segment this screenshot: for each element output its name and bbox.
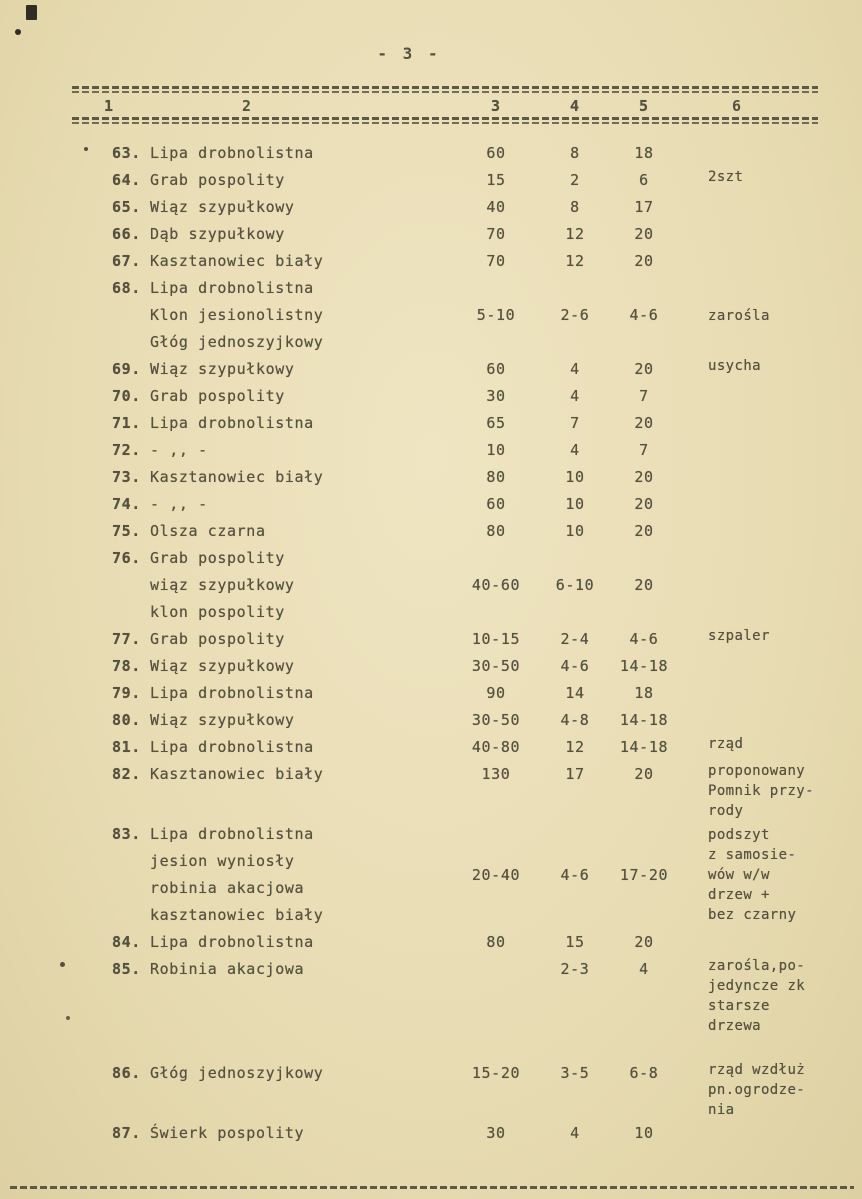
species-name <box>150 761 450 788</box>
remarks-line: Pomnik przy- <box>708 783 814 799</box>
row-number: 86. <box>112 1064 141 1082</box>
row-number: 79. <box>112 684 141 702</box>
species-name <box>150 383 450 410</box>
table-row <box>72 680 822 707</box>
column-header-4: 4 <box>569 97 581 115</box>
species-name <box>150 707 450 734</box>
col5-value: 7 <box>639 387 649 405</box>
species-name <box>150 821 450 929</box>
table-body <box>72 140 822 1147</box>
remarks <box>680 306 822 326</box>
species-name-line: Lipa drobnolistna <box>150 738 314 756</box>
species-name <box>150 194 450 221</box>
species-name-line: - ,, - <box>150 495 208 513</box>
col4-value: 14 <box>565 684 585 702</box>
species-name <box>150 491 450 518</box>
column-header-3: 3 <box>490 97 502 115</box>
col4-value: 4-6 <box>560 865 590 884</box>
species-name-line: Grab pospolity <box>150 549 285 567</box>
species-name <box>150 140 450 167</box>
col3-value: 65 <box>486 414 506 432</box>
row-number: 66. <box>112 225 141 243</box>
table-row <box>72 518 822 545</box>
row-number: 80. <box>112 711 141 729</box>
table-row <box>72 821 822 929</box>
col5-value: 20 <box>634 765 654 783</box>
page-bottom-rule <box>10 1186 854 1189</box>
col3-value: 40-80 <box>471 738 521 756</box>
header-rule-bottom-2 <box>72 122 818 124</box>
species-name-line: Lipa drobnolistna <box>150 825 314 843</box>
col4-value: 8 <box>570 198 580 216</box>
remarks <box>680 1060 822 1120</box>
species-name-line: Lipa drobnolistna <box>150 279 314 297</box>
table-row <box>72 653 822 680</box>
species-name-line: klon pospolity <box>150 603 285 621</box>
col5-value: 20 <box>634 225 654 243</box>
row-number: 87. <box>112 1124 141 1142</box>
remarks-line: szpaler <box>708 628 770 644</box>
row-number: 78. <box>112 657 141 675</box>
row-number: 81. <box>112 738 141 756</box>
col4-value: 7 <box>570 414 580 432</box>
table-header <box>72 86 818 126</box>
species-name <box>150 680 450 707</box>
table-row <box>72 1060 822 1120</box>
table-row <box>72 167 822 194</box>
table-row <box>72 221 822 248</box>
column-header-1: 1 <box>104 97 115 115</box>
col4-value: 17 <box>565 765 585 783</box>
species-name-line: Wiąz szypułkowy <box>150 198 295 216</box>
species-name-line: Kasztanowiec biały <box>150 252 324 270</box>
species-name-line: - ,, - <box>150 441 208 459</box>
row-number: 63. <box>112 144 141 162</box>
col5-value: 14-18 <box>619 657 669 675</box>
table-row <box>72 464 822 491</box>
col4-value: 2 <box>570 171 580 189</box>
col3-value: 60 <box>486 360 506 378</box>
remarks-line: drzew + <box>708 887 770 903</box>
col3-value: 40 <box>486 198 506 216</box>
species-name-line: Grab pospolity <box>150 387 285 405</box>
row-number: 85. <box>112 960 141 978</box>
species-name-line: Wiąz szypułkowy <box>150 711 295 729</box>
col4-value: 2-4 <box>560 630 590 648</box>
species-name <box>150 221 450 248</box>
col4-value: 4-6 <box>560 657 590 675</box>
remarks-line: nia <box>708 1102 735 1118</box>
remarks-line: usycha <box>708 358 761 374</box>
header-rule-top-2 <box>72 91 818 93</box>
col5-value: 17-20 <box>619 865 669 884</box>
col5-value: 10 <box>634 1124 654 1142</box>
table-row <box>72 491 822 518</box>
col5-value: 20 <box>634 414 654 432</box>
col5-value: 20 <box>634 522 654 540</box>
col5-value: 20 <box>634 360 654 378</box>
col3-value: 30-50 <box>471 657 521 675</box>
col3-value: 80 <box>486 468 506 486</box>
table-row <box>72 437 822 464</box>
row-number: 64. <box>112 171 141 189</box>
table-row <box>72 410 822 437</box>
species-name <box>150 653 450 680</box>
header-rule-bottom <box>72 117 818 120</box>
row-number: 84. <box>112 933 141 951</box>
scan-artifact <box>60 962 65 967</box>
species-name-line: Robinia akacjowa <box>150 960 305 978</box>
remarks-line: drzewa <box>708 1018 761 1034</box>
species-name-line: robinia akacjowa <box>150 879 305 897</box>
row-number: 83. <box>112 825 141 843</box>
col4-value: 10 <box>565 468 585 486</box>
row-number: 72. <box>112 441 141 459</box>
remarks-line: zarośla <box>708 307 770 324</box>
table-row <box>72 626 822 653</box>
species-name <box>150 167 450 194</box>
species-name <box>150 356 450 383</box>
remarks-line: pn.ogrodze- <box>708 1082 806 1098</box>
remarks-line: z samosie- <box>708 847 797 863</box>
row-number: 68. <box>112 279 141 297</box>
remarks <box>680 626 822 646</box>
col3-value: 15 <box>486 171 506 189</box>
col4-value: 12 <box>565 225 585 243</box>
col5-value: 14-18 <box>619 738 669 756</box>
species-name-line: Świerk pospolity <box>150 1124 305 1142</box>
col5-value: 20 <box>634 252 654 270</box>
col3-value: 70 <box>486 252 506 270</box>
species-name-line: jesion wyniosły <box>150 852 295 870</box>
species-name-line: Lipa drobnolistna <box>150 933 314 951</box>
species-name <box>150 626 450 653</box>
remarks <box>680 734 822 754</box>
species-name-line: wiąz szypułkowy <box>150 576 295 594</box>
species-name-line: Wiąz szypułkowy <box>150 657 295 675</box>
col5-value: 7 <box>639 441 649 459</box>
species-name-line: Grab pospolity <box>150 171 285 189</box>
species-name-line: Lipa drobnolistna <box>150 144 314 162</box>
col3-value: 10 <box>486 441 506 459</box>
col3-value: 60 <box>486 495 506 513</box>
col5-value: 14-18 <box>619 711 669 729</box>
species-name <box>150 248 450 275</box>
col3-value: 30 <box>486 1124 506 1142</box>
col4-value: 4 <box>570 1124 580 1142</box>
species-name <box>150 1060 450 1087</box>
scan-artifact <box>26 5 37 20</box>
column-header-2: 2 <box>242 97 253 115</box>
species-name <box>150 545 450 626</box>
table-row <box>72 248 822 275</box>
col5-value: 4-6 <box>629 306 659 324</box>
remarks-line: wów w/w <box>708 867 770 883</box>
col4-value: 12 <box>565 738 585 756</box>
col4-value: 15 <box>565 933 585 951</box>
column-header-6: 6 <box>732 97 743 115</box>
remarks-line: jedyncze zk <box>708 978 806 994</box>
header-rule-top <box>72 86 818 89</box>
table-row <box>72 545 822 626</box>
col4-value: 4 <box>570 360 580 378</box>
species-name-line: Grab pospolity <box>150 630 285 648</box>
col5-value: 20 <box>634 933 654 951</box>
table-row <box>72 956 822 1036</box>
row-number: 74. <box>112 495 141 513</box>
col3-value: 30 <box>486 387 506 405</box>
col4-value: 4-8 <box>560 711 590 729</box>
remarks-line: rody <box>708 803 744 819</box>
species-name <box>150 1120 450 1147</box>
row-number: 77. <box>112 630 141 648</box>
col5-value: 4-6 <box>629 630 659 648</box>
col3-value: 90 <box>486 684 506 702</box>
col4-value: 10 <box>565 495 585 513</box>
remarks <box>680 825 822 925</box>
col3-value: 5-10 <box>476 306 516 324</box>
row-number: 73. <box>112 468 141 486</box>
row-number: 82. <box>112 765 141 783</box>
scan-artifact <box>66 1016 70 1020</box>
remarks-line: zarośla,po- <box>708 958 806 974</box>
col3-value: 60 <box>486 144 506 162</box>
remarks <box>680 356 822 376</box>
species-name <box>150 956 450 983</box>
species-name-line: kasztanowiec biały <box>150 906 324 924</box>
page-number: - 3 - <box>377 44 441 63</box>
species-name <box>150 275 450 356</box>
col4-value: 2-6 <box>560 306 590 324</box>
col3-value: 10-15 <box>471 630 521 648</box>
species-name <box>150 518 450 545</box>
remarks <box>680 956 822 1036</box>
species-name <box>150 410 450 437</box>
col5-value: 20 <box>634 468 654 486</box>
col3-value: 130 <box>481 765 511 783</box>
species-name-line: Kasztanowiec biały <box>150 468 324 486</box>
table-row <box>72 734 822 761</box>
row-number: 76. <box>112 549 141 567</box>
col3-value: 80 <box>486 933 506 951</box>
table-row <box>72 194 822 221</box>
scan-artifact <box>15 29 21 35</box>
remarks-line: rząd wzdłuż <box>708 1062 806 1078</box>
col4-value: 4 <box>570 387 580 405</box>
row-number: 70. <box>112 387 141 405</box>
species-name <box>150 464 450 491</box>
remarks <box>680 761 822 821</box>
species-name <box>150 929 450 956</box>
col5-value: 18 <box>634 684 654 702</box>
col3-value: 20-40 <box>471 865 521 884</box>
table-row <box>72 383 822 410</box>
table-row <box>72 929 822 956</box>
col5-value: 4 <box>639 960 649 978</box>
table-row <box>72 1120 822 1147</box>
row-number: 75. <box>112 522 141 540</box>
species-name-line: Lipa drobnolistna <box>150 684 314 702</box>
col3-value: 30-50 <box>471 711 521 729</box>
col5-value: 18 <box>634 144 654 162</box>
remarks-line: rząd <box>708 736 744 752</box>
table-row <box>72 275 822 356</box>
col3-value: 40-60 <box>471 576 521 594</box>
col3-value: 80 <box>486 522 506 540</box>
row-number: 65. <box>112 198 141 216</box>
species-name <box>150 437 450 464</box>
species-name-line: Kasztanowiec biały <box>150 765 324 783</box>
column-numbers <box>72 95 818 117</box>
table-row <box>72 761 822 821</box>
col4-value: 10 <box>565 522 585 540</box>
column-header-5: 5 <box>638 97 650 115</box>
remarks-line: 2szt <box>708 169 744 185</box>
col4-value: 3-5 <box>560 1064 590 1082</box>
species-name-line: Wiąz szypułkowy <box>150 360 295 378</box>
species-name-line: Klon jesionolistny <box>150 306 324 324</box>
col5-value: 17 <box>634 198 654 216</box>
remarks-line: starsze <box>708 998 770 1014</box>
col3-value: 70 <box>486 225 506 243</box>
table-row <box>72 707 822 734</box>
col5-value: 20 <box>634 495 654 513</box>
col4-value: 12 <box>565 252 585 270</box>
species-name-line: Olsza czarna <box>150 522 266 540</box>
species-name-line: Głóg jednoszyjkowy <box>150 1064 324 1082</box>
table-row <box>72 356 822 383</box>
species-name-line: Lipa drobnolistna <box>150 414 314 432</box>
col5-value: 6 <box>639 171 649 189</box>
species-name <box>150 734 450 761</box>
species-name-line: Dąb szypułkowy <box>150 225 285 243</box>
row-number: 69. <box>112 360 141 378</box>
col5-value: 6-8 <box>629 1064 659 1082</box>
remarks-line: podszyt <box>708 827 770 843</box>
col4-value: 8 <box>570 144 580 162</box>
remarks-line: bez czarny <box>708 907 797 923</box>
col4-value: 2-3 <box>560 960 590 978</box>
row-number: 71. <box>112 414 141 432</box>
col4-value: 6-10 <box>555 576 595 594</box>
remarks <box>680 167 822 187</box>
col4-value: 4 <box>570 441 580 459</box>
table-row <box>72 140 822 167</box>
col3-value: 15-20 <box>471 1064 521 1082</box>
species-name-line: Głóg jednoszyjkowy <box>150 333 324 351</box>
col5-value: 20 <box>634 576 654 594</box>
remarks-line: proponowany <box>708 763 806 779</box>
row-number: 67. <box>112 252 141 270</box>
